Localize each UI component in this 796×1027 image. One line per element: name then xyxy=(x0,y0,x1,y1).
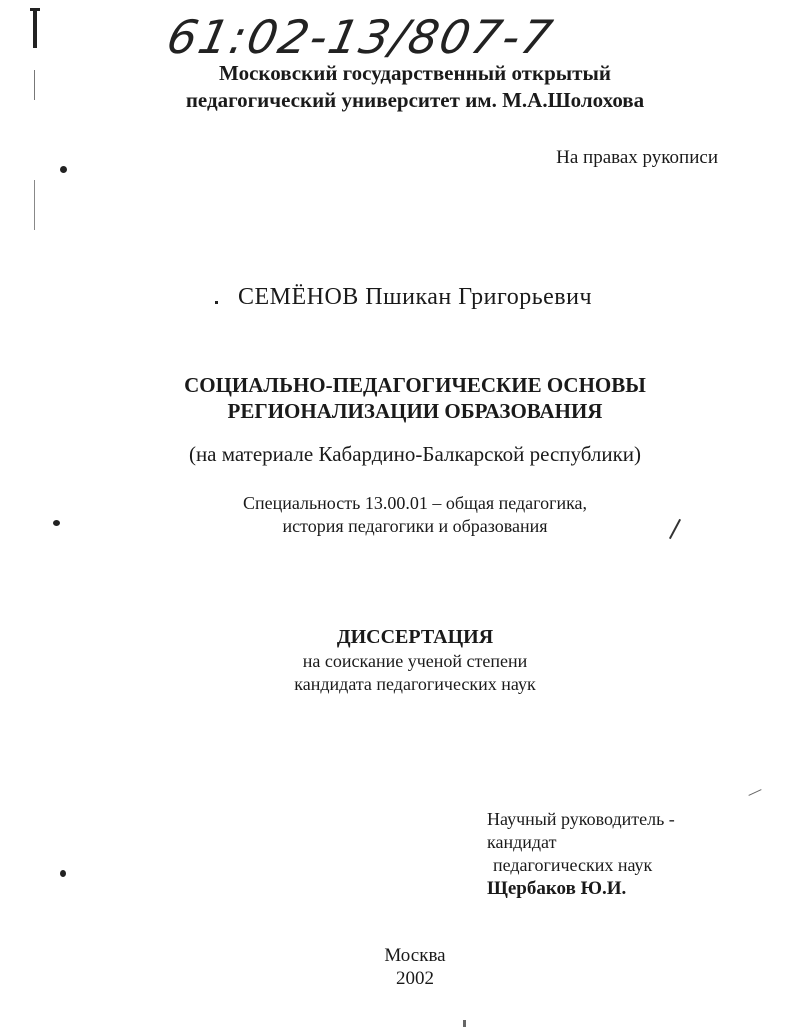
specialty-block xyxy=(100,492,730,538)
author-name: СЕМЁНОВ Пшикан Григорьевич xyxy=(237,284,593,310)
specialty-line-2: история педагогики и образования xyxy=(282,516,548,536)
scan-artifact-dash xyxy=(748,789,761,796)
degree-line-1: на соискание ученой степени xyxy=(302,651,528,671)
title-line-2: РЕГИОНАЛИЗАЦИИ ОБРАЗОВАНИЯ xyxy=(227,399,603,423)
dissertation-heading: ДИССЕРТАЦИЯ xyxy=(336,626,494,648)
specialty-line-1: Специальность 13.00.01 – общая педагогика, xyxy=(242,493,588,513)
rights-note: На правах рукописи xyxy=(556,147,718,168)
footer-city: Москва xyxy=(384,945,446,966)
university-line-2: педагогический университет им. М.А.Шолохова xyxy=(185,88,645,112)
scan-artifact-dot-1 xyxy=(60,166,67,173)
handwritten-archive-number: 61:02-13/807-7 xyxy=(162,10,559,64)
supervisor-block xyxy=(487,808,675,900)
degree-block xyxy=(100,650,730,696)
supervisor-line-1: Научный руководитель - xyxy=(487,809,675,829)
university-header xyxy=(100,60,730,114)
scan-artifact-left-line-1 xyxy=(34,70,35,100)
scan-artifact-dot-3 xyxy=(60,870,66,877)
dissertation-subtitle: (на материале Кабардино-Балкарской республики) xyxy=(188,442,642,466)
scan-artifact-left-line-2 xyxy=(34,180,35,230)
supervisor-name: Щербаков Ю.И. xyxy=(487,878,627,899)
university-line-1: Московский государственный открытый xyxy=(219,61,611,85)
degree-line-2: кандидата педагогических наук xyxy=(294,674,536,694)
scan-artifact-bottom xyxy=(463,1020,466,1027)
title-line-1: СОЦИАЛЬНО-ПЕДАГОГИЧЕСКИЕ ОСНОВЫ xyxy=(184,373,646,397)
footer-year: 2002 xyxy=(396,968,434,989)
scan-artifact-left-tick xyxy=(30,8,40,11)
dissertation-title xyxy=(100,372,730,424)
scan-artifact-left-bar xyxy=(33,8,37,48)
supervisor-line-2: кандидат xyxy=(487,832,557,852)
supervisor-line-3: педагогических наук xyxy=(493,855,653,875)
scan-artifact-dot-2 xyxy=(53,520,60,526)
scan-artifact-author-dot xyxy=(215,301,218,304)
footer-block xyxy=(300,944,530,990)
